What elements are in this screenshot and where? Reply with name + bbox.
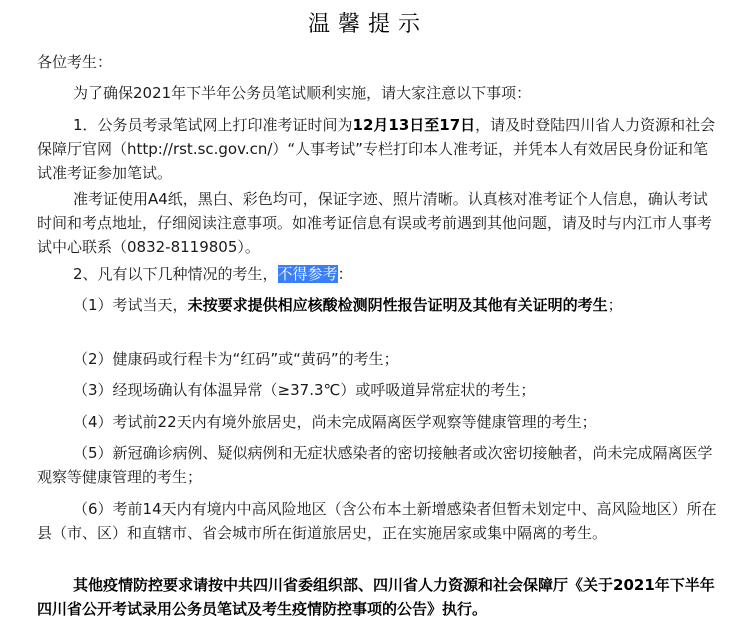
case-number: （4） [73, 413, 113, 431]
case-2 [37, 347, 717, 371]
case-number: （3） [73, 381, 113, 399]
case-1 [37, 293, 717, 317]
case-text: 健康码或行程卡为“红码”或“黄码”的考生； [112, 350, 399, 368]
case-number: （5） [73, 444, 113, 462]
admission-paragraph: 准考证使用A4纸，黑白、彩色均可，保证字迹、照片清晰。认真核对准考证个人信息，确认考试时间和考点地址，仔细阅读注意事项。如准考证信息有误或考前遇到其他问题，请及时与内江市人事考试中心联系（0832-8119805）。 [37, 190, 713, 256]
item-1-text-b: ，请及时登陆四川省人力资源和社会保障厅官网（http://rst.sc.gov.cn/）“人事考试”专栏打印本人准考证， [37, 116, 716, 158]
item-1-paragraph [37, 113, 717, 185]
intro-paragraph: 为了确保2021年下半年公务员笔试顺利实施，请大家注意以下事项： [73, 84, 532, 102]
case-6 [37, 497, 717, 545]
case-text: 新冠确诊病例、疑似病例和无症状感染者的密切接触者或次密切接触者，尚未完成隔离医学观察等健康管理的考生； [37, 444, 713, 486]
notice-title-reference: 《关于2021年下半年四川省公开考试录用公务员笔试及考生疫情防控事项的公告》 [37, 576, 715, 618]
closing-paragraph [37, 573, 717, 621]
item-2-text-b: ： [337, 265, 353, 283]
case-number: （6） [73, 500, 113, 518]
item-1-text-a: 1．公务员考录笔试网上打印准考证时间为 [73, 116, 353, 134]
closing-text-b: 执行。 [442, 600, 488, 618]
case-5 [37, 441, 717, 489]
selected-text-highlight[interactable]: 不得参考 [277, 265, 338, 283]
case-text: 经现场确认有体温异常（≥37.3℃）或呼吸道异常症状的考生； [112, 381, 536, 399]
item-1-dates: 12月13日至17日 [352, 116, 476, 134]
case-4 [37, 410, 717, 434]
case-tail: ； [607, 296, 623, 314]
case-text: 考前14天内有境内中高风险地区（含公布本土新增感染者但暂未划定中、高风险地区）所在县（市、区）和直辖市、省会城市所在街道旅居史，正在实施居家或集中隔离的考生。 [37, 500, 717, 542]
case-text: 考试当天， [112, 296, 188, 314]
greeting: 各位考生： [37, 53, 113, 71]
closing-text-a: 其他疫情防控要求请按中共四川省委组织部、四川省人力资源和社会保障厅 [73, 576, 569, 594]
case-number: （2） [73, 350, 113, 368]
item-2-text-a: 2、凡有以下几种情况的考生， [73, 265, 278, 283]
case-number: （1） [73, 296, 113, 314]
page-title: 温馨提示 [307, 12, 428, 37]
case-bold-text: 未按要求提供相应核酸检测阴性报告证明及其他有关证明的考生 [187, 296, 608, 314]
case-3 [37, 378, 717, 402]
case-text: 考试前22天内有境外旅居史，尚未完成隔离医学观察等健康管理的考生； [112, 413, 597, 431]
item-2-paragraph [37, 262, 717, 286]
item-1-text-c: 并凭本人有效居民身份证和笔试准考证参加笔试。 [37, 140, 708, 182]
